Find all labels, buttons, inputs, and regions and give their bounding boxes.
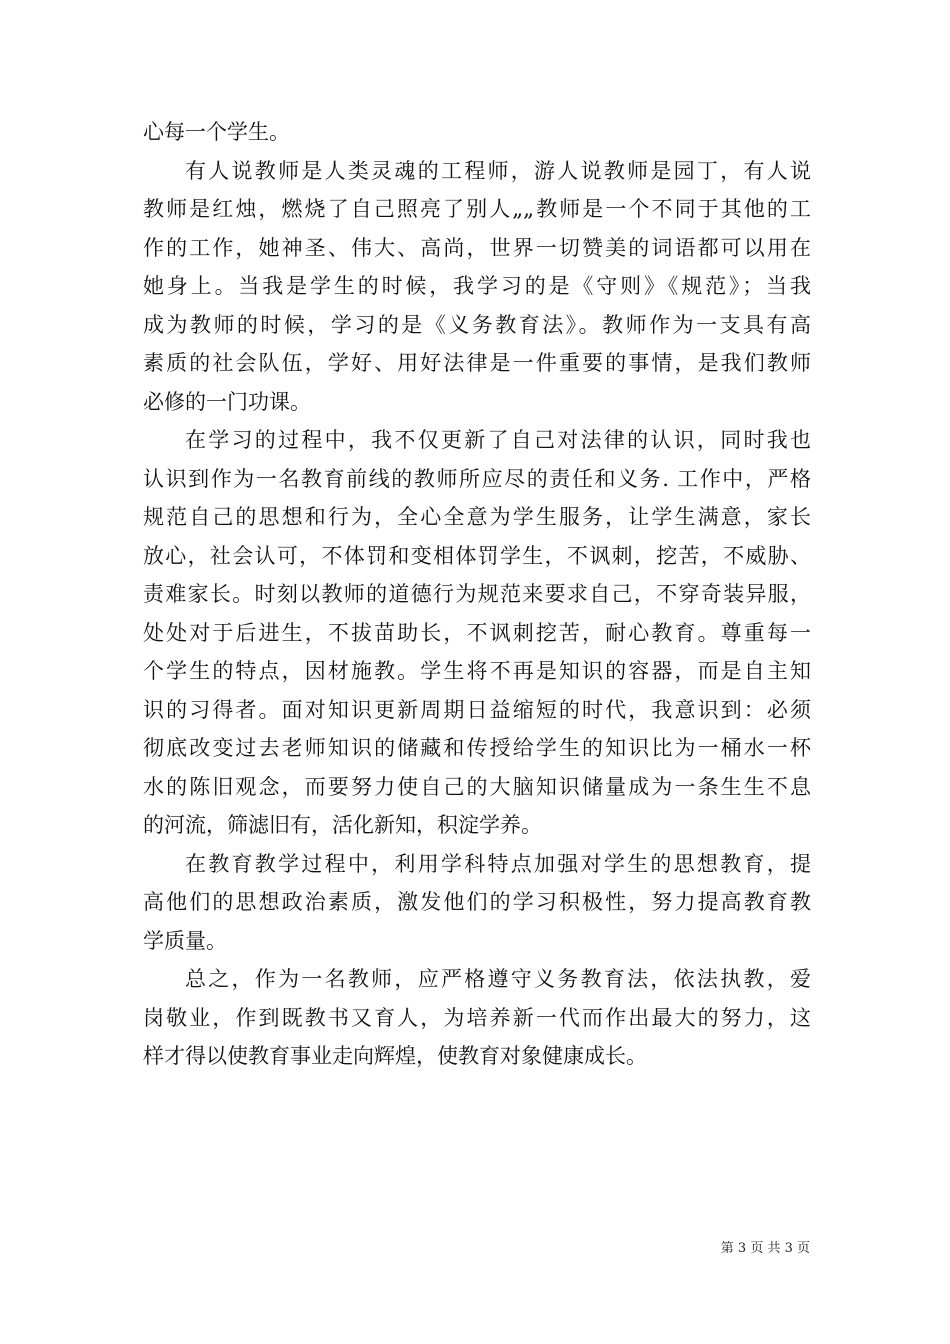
text-line: 总之，作为一名教师，应严格遵守义务教育法，依法执教，爱 <box>185 967 811 991</box>
text-line: 有人说教师是人类灵魂的工程师，游人说教师是园丁，有人说 <box>185 158 811 183</box>
text-line: 的河流，筛滤旧有，活化新知，积淀学养。 <box>143 813 542 837</box>
text-line: 彻底改变过去老师知识的储藏和传授给学生的知识比为一桶水一杯 <box>143 736 811 760</box>
text-line: 岗敬业，作到既教书又育人，为培养新一代而作出最大的努力，这 <box>143 1005 811 1030</box>
text-line: 个学生的特点，因材施教。学生将不再是知识的容器，而是自主知 <box>143 659 811 683</box>
page-number: 第 3 页 共 3 页 <box>720 1241 810 1256</box>
text-line: 学质量。 <box>143 928 227 953</box>
text-line: 成为教师的时候，学习的是《义务教育法》。教师作为一支具有高 <box>143 312 811 337</box>
text-line: 认识到作为一名教育前线的教师所应尽的责任和义务. 工作中，严格 <box>143 466 811 491</box>
text-line: 样才得以使教育事业走向辉煌，使教育对象健康成长。 <box>143 1044 647 1068</box>
text-line: 责难家长。时刻以教师的道德行为规范来要求自己，不穿奇装异服， <box>143 582 811 606</box>
text-line: 教师是红烛，燃烧了自己照亮了别人„„教师是一个不同于其他的工 <box>143 197 811 221</box>
text-line: 在学习的过程中，我不仅更新了自己对法律的认识，同时我也 <box>185 428 811 452</box>
text-line: 高他们的思想政治素质，激发他们的学习积极性，努力提高教育教 <box>143 890 811 914</box>
text-line: 水的陈旧观念，而要努力使自己的大脑知识储量成为一条生生不息 <box>143 774 811 799</box>
text-line: 处处对于后进生，不拔苗助长，不讽刺挖苦，耐心教育。尊重每一 <box>143 620 811 645</box>
text-line: 必修的一门功课。 <box>143 389 311 414</box>
text-line: 放心，社会认可，不体罚和变相体罚学生，不讽刺，挖苦，不威胁、 <box>143 543 811 568</box>
text-line: 在教育教学过程中，利用学科特点加强对学生的思想教育，提 <box>185 851 811 876</box>
text-line: 作的工作，她神圣、伟大、高尚，世界一切赞美的词语都可以用在 <box>143 235 811 260</box>
text-line: 她身上。当我是学生的时候，我学习的是《守则》《规范》；当我 <box>143 274 811 298</box>
text-line: 素质的社会队伍，学好、用好法律是一件重要的事情，是我们教师 <box>143 351 811 375</box>
text-line: 心每一个学生。 <box>143 120 290 144</box>
document-body <box>143 113 811 1076</box>
text-line: 识的习得者。面对知识更新周期日益缩短的时代，我意识到：必须 <box>143 697 811 722</box>
text-line: 规范自己的思想和行为，全心全意为学生服务，让学生满意，家长 <box>143 505 811 529</box>
